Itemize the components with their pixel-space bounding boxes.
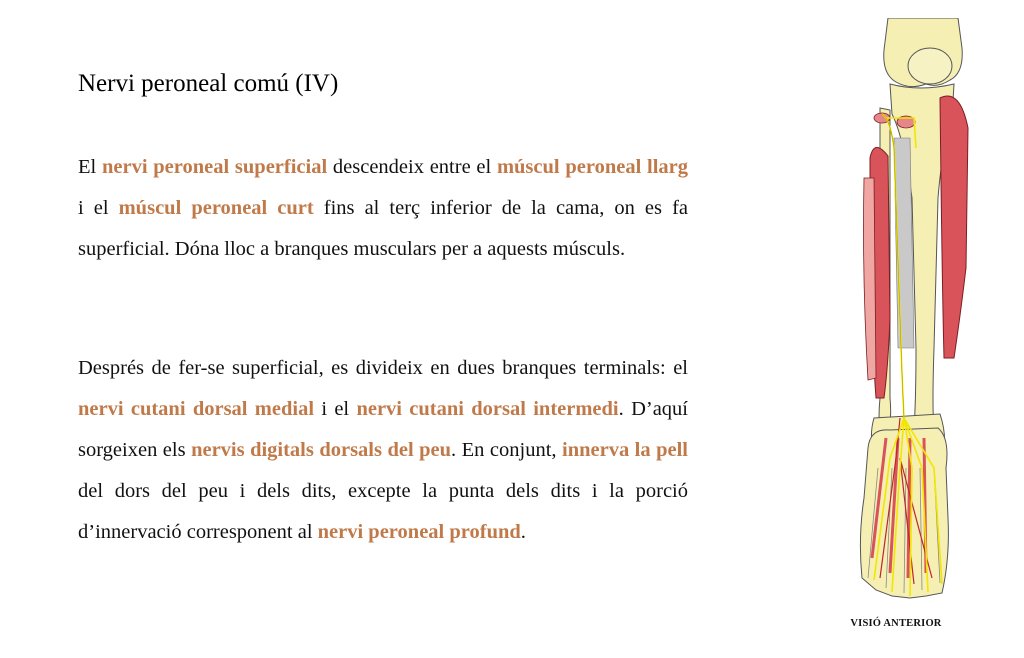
page-title: Nervi peroneal comú (IV) <box>78 70 339 97</box>
leg-foot-anatomy-illustration <box>830 18 970 603</box>
figure-caption: VISIÓ ANTERIOR <box>850 618 942 629</box>
paragraph-text: El <box>78 156 102 178</box>
tibialis-muscle <box>940 96 968 358</box>
anatomy-term: nervi cutani dorsal intermedi <box>356 398 619 420</box>
anatomy-term: nervi peroneal superficial <box>101 156 328 178</box>
anatomy-term: nervi peroneal profund <box>317 521 521 543</box>
paragraph-superficial-nerve-course <box>78 147 688 270</box>
paragraph-text: i el <box>314 398 357 420</box>
anatomy-term: múscul peroneal curt <box>118 197 314 219</box>
paragraph-text: . D’aquí sorgeixen els <box>78 398 688 461</box>
paragraph-text: . <box>520 521 526 543</box>
paragraph-text: i el <box>78 197 119 219</box>
peroneus-brevis-muscle <box>864 178 877 380</box>
paragraph-text: Després de fer-se superficial, es divideix en dues branques terminals: el <box>78 357 688 379</box>
paragraph-terminal-branches <box>78 348 688 553</box>
anatomy-term: innerva la pell <box>562 439 688 461</box>
paragraph-text: descendeix entre el <box>327 156 497 178</box>
patella-bone <box>908 48 952 84</box>
paragraph-text: . En conjunt, <box>451 439 562 461</box>
anatomy-term: nervis digitals dorsals del peu <box>191 439 452 461</box>
paragraph-text: del dors del peu i dels dits, excepte la punta dels dits i la porció d’innervació corresponent al <box>78 480 688 543</box>
anatomy-term: nervi cutani dorsal medial <box>78 398 315 420</box>
anatomy-term: múscul peroneal llarg <box>496 156 688 178</box>
paragraph-text: fins al terç inferior de la cama, on es fa superficial. Dóna lloc a branques musculars per a aquests músculs. <box>78 197 688 260</box>
